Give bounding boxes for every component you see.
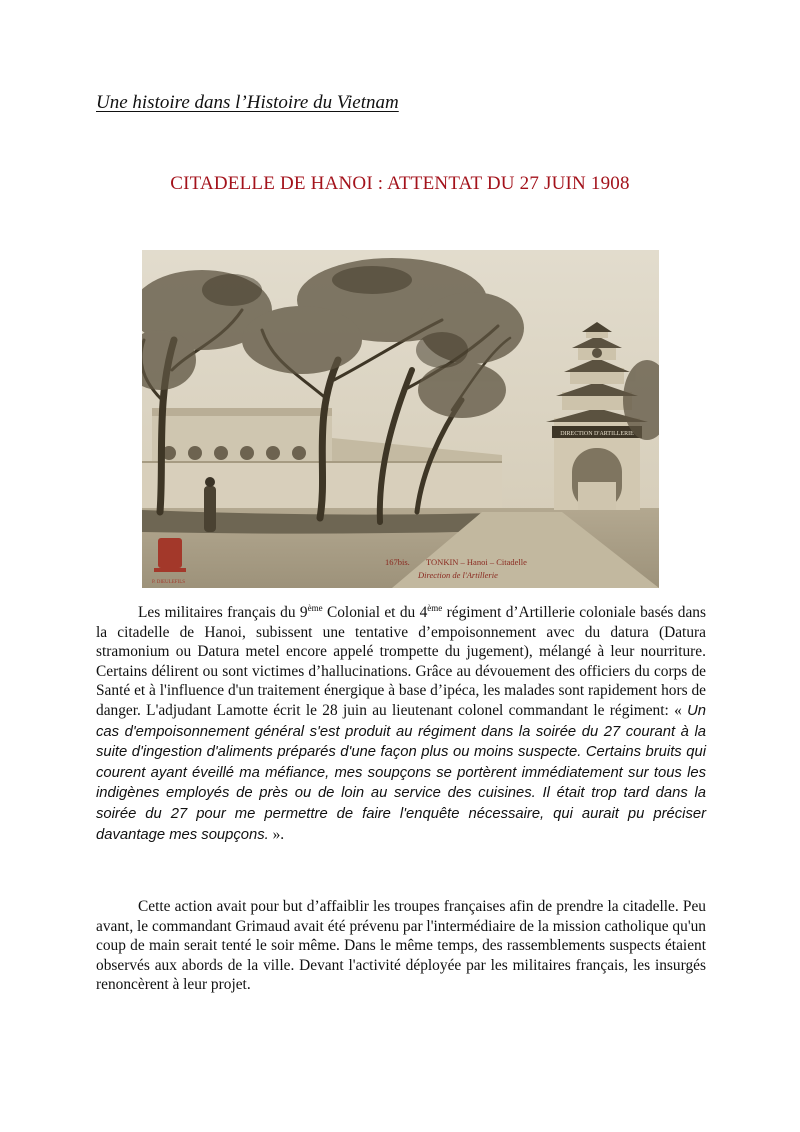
article-title: CITADELLE DE HANOI : ATTENTAT DU 27 JUIN 1908 <box>170 173 630 194</box>
lamotte-quote: Un cas d'empoisonnement général s'est produit au régiment dans la soirée du 27 courant à la suite d'ingestion d'aliments préparés d'une façon plus ou moins suspecte. Certains bruits qui courent ayant éveillé ma méfiance, mes soupçons se portèrent immédiatement sur tous les indigènes employés de près ou de loin au service des cuisines. Il était trop tard dans la soirée du 27 pour me permettre de faire l'enquête nécessaire, qui aurait pu préciser davantage mes soupçons. <box>96 702 706 843</box>
paragraph-poisoning: Les militaires français du 9ème Colonial et du 4ème régiment d’Artillerie coloniale basés dans la citadelle de Hanoi, subissent une tentative d’empoisonnement avec du datura (Datura stramonium ou Datura metel encore appelé trompette du jugement), mélangé à leur nourriture. Certains délirent ou sont victimes d’hallucinations. Grâce au dévouement des officiers du corps de Santé et à l'influence d'un traitement énergique à base d’ipéca, les malades sont rapidement hors de danger. L'adjudant Lamotte écrit le 28 juin au lieutenant colonel commandant le régiment: « Un cas d'empoisonnement général s'est produit au régiment dans la soirée du 27 courant à la suite d'ingestion d'aliments préparés d'une façon plus ou moins suspecte. Certains bruits qui courent ayant éveillé ma méfiance, mes soupçons se portèrent immédiatement sur tous les indigènes employés de près ou de loin au service des cuisines. Il était trop tard dans la soirée du 27 pour me permettre de faire l'enquête nécessaire, qui aurait pu préciser davantage mes soupçons. ». <box>96 603 706 843</box>
citadel-postcard-photo <box>142 250 659 588</box>
gate-sign: DIRECTION D'ARTILLERIE <box>560 431 634 437</box>
series-title: Une histoire dans l’Histoire du Vietnam <box>96 92 399 113</box>
caption-line-2: Direction de l'Artillerie <box>418 570 498 580</box>
publisher-mark: P. DIEULEFILS <box>152 580 186 585</box>
caption-number: 167bis. <box>385 557 410 567</box>
paragraph-aftermath: Cette action avait pour but d’affaiblir les troupes françaises afin de prendre la citadelle. Peu avant, le commandant Grimaud avait été prévenu par l'intermédiaire de la mission catholique qu'un coup de main serait tenté le soir même. Dans le même temps, des rassemblements suspects étaient observés aux abords de la ville. Devant l'activité déployée par les militaires français, les insurgés renoncèrent à leur projet. <box>96 898 706 994</box>
publisher-seal-icon <box>154 538 186 572</box>
caption-line-1: TONKIN – Hanoi – Citadelle <box>426 557 527 567</box>
